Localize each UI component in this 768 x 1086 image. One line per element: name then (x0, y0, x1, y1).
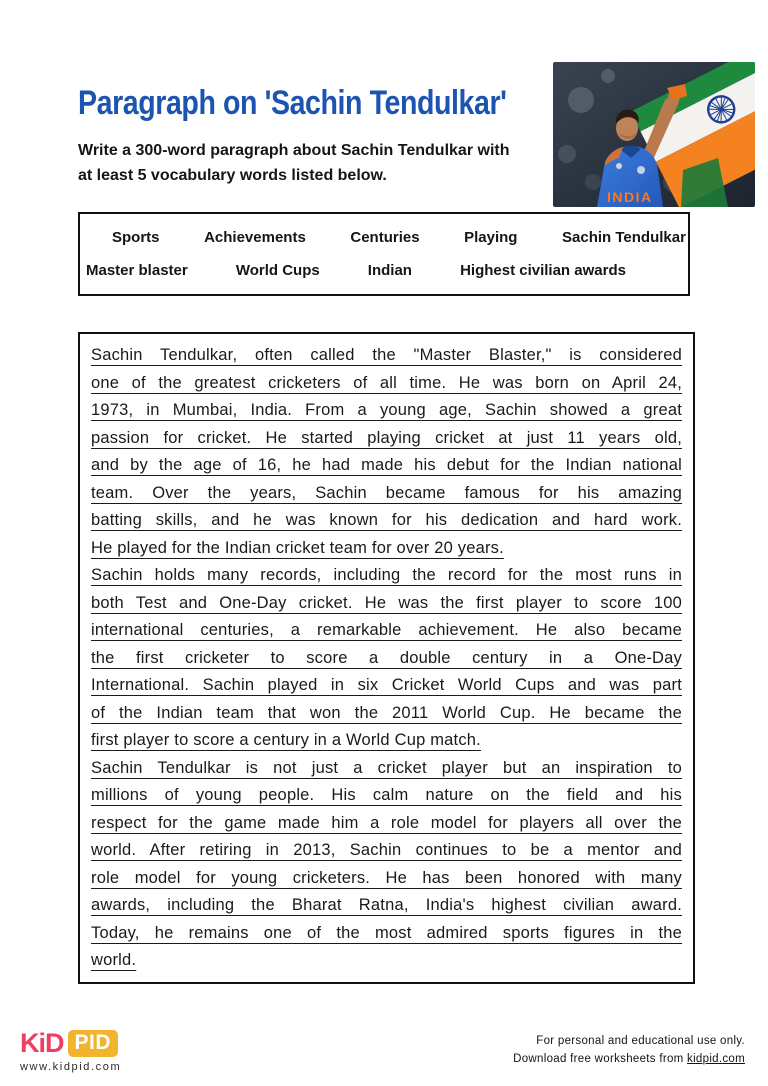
kidpid-logo-wordmark (20, 1028, 121, 1059)
vocabulary-row-2 (80, 262, 688, 279)
paragraph-line: batting skills, and he was known for his dedication and hard work. (91, 511, 682, 529)
paragraph-line: team. Over the years, Sachin became famous for his amazing (91, 483, 682, 502)
paragraph-line: Sachin Tendulkar is not just a cricket player but an inspiration to (91, 758, 682, 777)
vocab-word-highest-civilian-awards: Highest civilian awards (460, 261, 626, 279)
vocab-word-achievements: Achievements (204, 229, 306, 247)
paragraph-line: and by the age of 16, he had made his debut for the Indian national (91, 456, 682, 474)
jersey-india-text: INDIA (607, 189, 653, 205)
paragraph-line: 1973, in Mumbai, India. From a young age, Sachin showed a great (91, 401, 682, 419)
paragraph-line: the first cricketer to score a double century in a One-Day (91, 648, 682, 667)
paragraph-line: role model for young cricketers. He has been honored with many (91, 868, 682, 887)
paragraph-line: Sachin holds many records, including the record for the most runs in (91, 566, 682, 584)
paragraph-line: respect for the game made him a role model for players all over the (91, 813, 682, 832)
vocab-word-master-blaster: Master blaster (86, 261, 188, 279)
instructions (78, 138, 558, 188)
vocab-word-world-cups: World Cups (235, 261, 320, 279)
page-title: Paragraph on 'Sachin Tendulkar' (78, 84, 507, 122)
vocab-word-sports: Sports (112, 229, 160, 247)
paragraph-line: awards, including the Bharat Ratna, India's highest civilian award. (91, 896, 682, 914)
paragraph-line: both Test and One-Day cricket. He was the first player to score 100 (91, 593, 682, 612)
paragraph-line: millions of young people. His calm nature on the field and his (91, 786, 682, 804)
kidpid-link[interactable]: kidpid.com (687, 1053, 745, 1065)
paragraph-line: of the Indian team that won the 2011 World Cup. He became the (91, 703, 682, 722)
paragraph-line: International. Sachin played in six Cricket World Cups and was part (91, 676, 682, 694)
paragraph-line: first player to score a century in a World Cup match. (91, 731, 481, 749)
paragraph-line: international centuries, a remarkable achievement. He also became (91, 621, 682, 639)
paragraph-line: passion for cricket. He started playing cricket at just 11 years old, (91, 428, 682, 447)
sachin-tendulkar-photo (553, 62, 755, 207)
sachin-photo-illustration (553, 62, 755, 207)
vocab-word-sachin-tendulkar: Sachin Tendulkar (562, 229, 686, 247)
logo-website-url: www.kidpid.com (20, 1061, 122, 1073)
paragraph-line: world. (91, 951, 137, 969)
paragraph-line: world. After retiring in 2013, Sachin continues to be a mentor and (91, 841, 682, 859)
footer-notice (513, 1032, 745, 1068)
footer-notice-line-1: For personal and educational use only. (536, 1035, 745, 1047)
paragraph-line: Today, he remains one of the most admired sports figures in the (91, 923, 682, 942)
kidpid-logo (20, 1028, 121, 1073)
instructions-line-2: at least 5 vocabulary words listed below. (78, 167, 387, 184)
logo-pid-badge: PID (68, 1030, 119, 1057)
vocabulary-box (78, 212, 690, 296)
footer-notice-line-2-text: Download free worksheets from (513, 1053, 688, 1065)
footer-notice-line-2 (513, 1050, 745, 1068)
paragraph-line: one of the greatest cricketers of all time. He was born on April 24, (91, 373, 682, 392)
paragraph-line: He played for the Indian cricket team for over 20 years. (91, 538, 504, 557)
vocab-word-indian: Indian (367, 261, 412, 279)
paragraph-line: Sachin Tendulkar, often called the "Master Blaster," is considered (91, 346, 682, 364)
logo-kid-text: KiD (20, 1028, 64, 1058)
vocab-word-centuries: Centuries (350, 229, 420, 247)
vocabulary-row-1 (80, 229, 688, 246)
instructions-line-1: Write a 300-word paragraph about Sachin Tendulkar with (78, 142, 510, 159)
paragraph-box (78, 332, 695, 984)
vocab-word-playing: Playing (464, 229, 518, 247)
